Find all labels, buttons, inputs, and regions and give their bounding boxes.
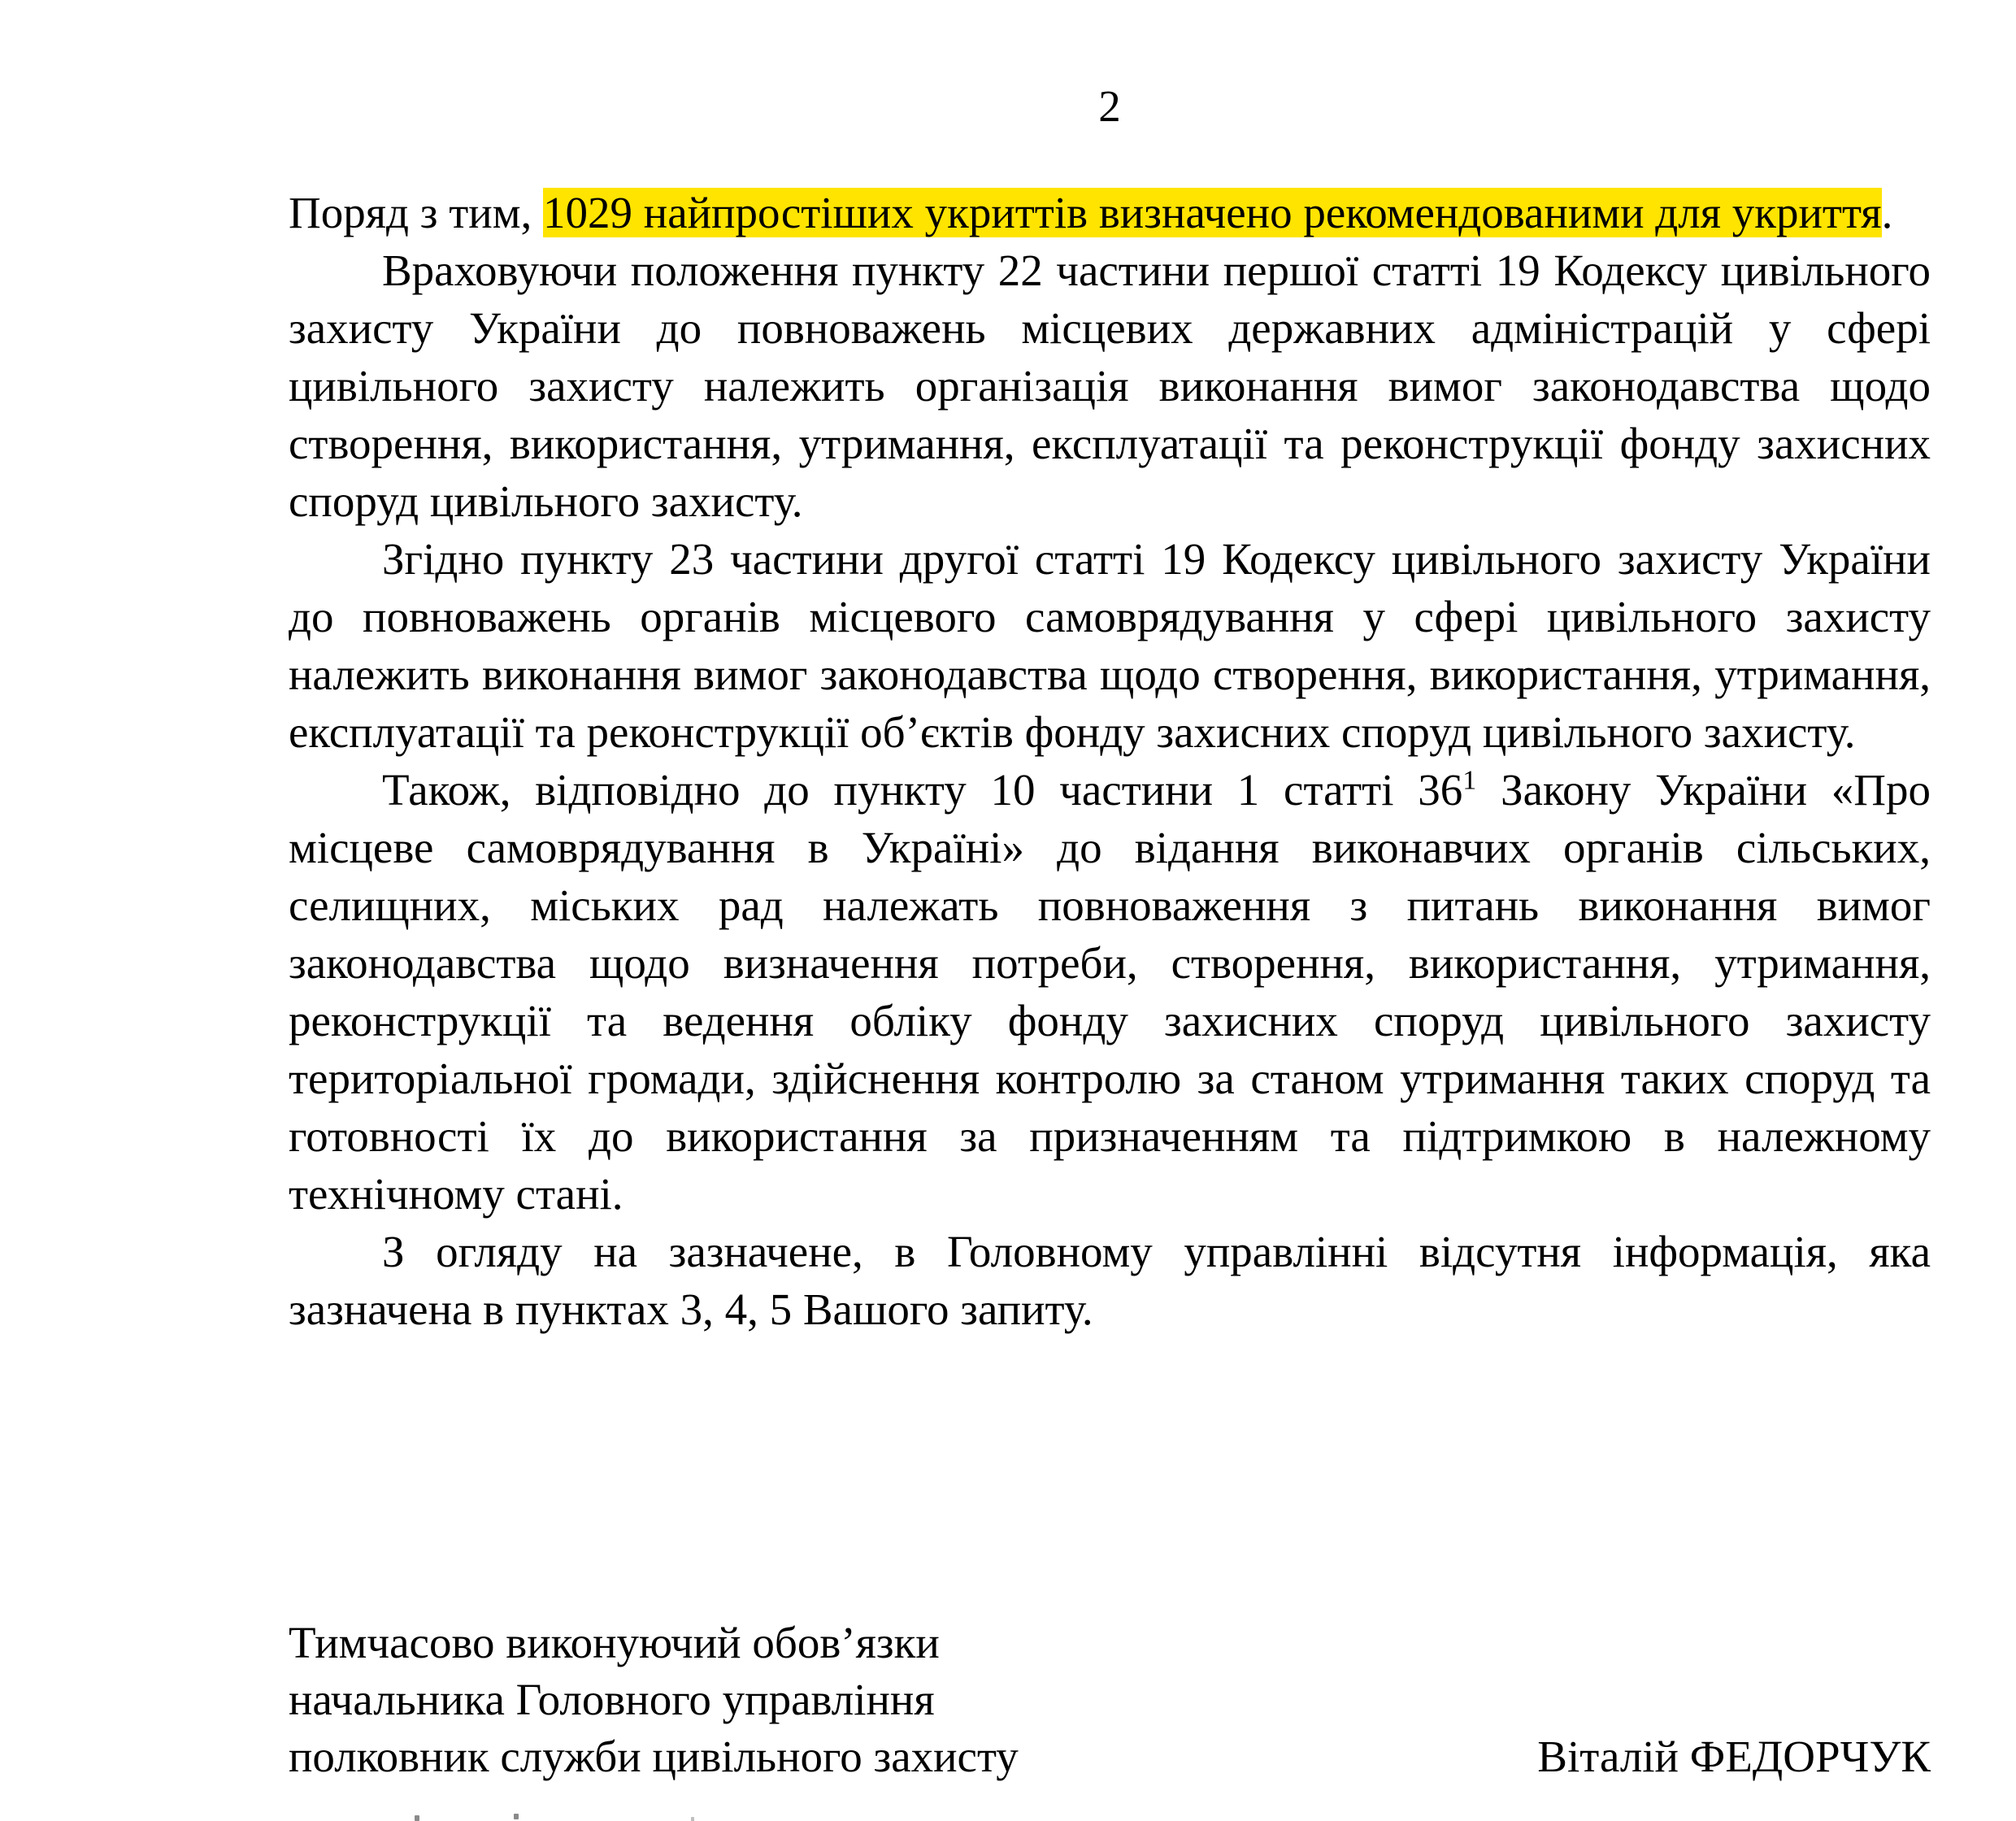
signer-position-line-2: начальника Головного управління [289,1675,935,1724]
paragraph-text-before-superscript: Також, відповідно до пункту 10 частини 1 статті 36 [382,765,1463,815]
paragraph-zghidno: Згідно пункту 23 частини другої статті 19 Кодексу цивільного захисту України до повноважень органів місцевого самоврядування у сфері цивільного захисту належить виконання вимог законодавства щодо створення, використання, утримання, експлуатації та реконструкції об’єктів фонду захисних споруд цивільного захисту. [289,534,1931,757]
page-bottom-cutoff-mark [415,1815,419,1821]
paragraph-vrakhovuyuchy: Враховуючи положення пункту 22 частини першої статті 19 Кодексу цивільного захисту України до повноважень місцевих державних адміністрацій у сфері цивільного захисту належить організація виконання вимог законодавства щодо створення, використання, утримання, експлуатації та реконструкції фонду захисних споруд цивільного захисту. [289,246,1931,526]
signer-position-line-3: полковник служби цивільного захисту [289,1732,1019,1781]
signer-position-line-1: Тимчасово виконуючий обов’язки [289,1618,940,1667]
signer-position [289,1615,1019,1785]
paragraph-text-after-superscript: Закону України «Про місцеве самоврядування в Україні» до відання виконавчих органів сільських, селищних, міських рад належать повноваження з питань виконання вимог законодавства щодо визначення потреби, створення, використання, утримання, реконструкції та ведення обліку фонду захисних споруд цивільного захисту територіальної громади, здійснення контролю за станом утримання таких споруд та готовності їх до використання за призначенням та підтримкою в належному технічному стані. [289,765,1931,1219]
paragraph-lead-text: Поряд з тим, [289,188,544,237]
paragraph-trailing-period: . [1881,188,1893,237]
paragraph-takozh [289,761,1931,1223]
signer-name: Віталій ФЕДОРЧУК [1537,1732,1931,1781]
paragraph-poryad-z-tym [289,184,1931,241]
document-body [289,184,1931,1338]
page-bottom-cutoff-mark [691,1817,694,1821]
page-number: 2 [1098,81,1121,131]
superscript-article-36-1: 1 [1462,765,1477,796]
paragraph-z-ohliadu: З огляду на зазначене, в Головному управлінні відсутня інформація, яка зазначена в пунктах 3, 4, 5 Вашого запиту. [289,1227,1931,1334]
signature-block [289,1615,1931,1785]
highlighted-text: 1029 найпростіших укриттів визначено рекомендованими для укриття [543,188,1882,237]
page-bottom-cutoff-mark [514,1814,519,1819]
